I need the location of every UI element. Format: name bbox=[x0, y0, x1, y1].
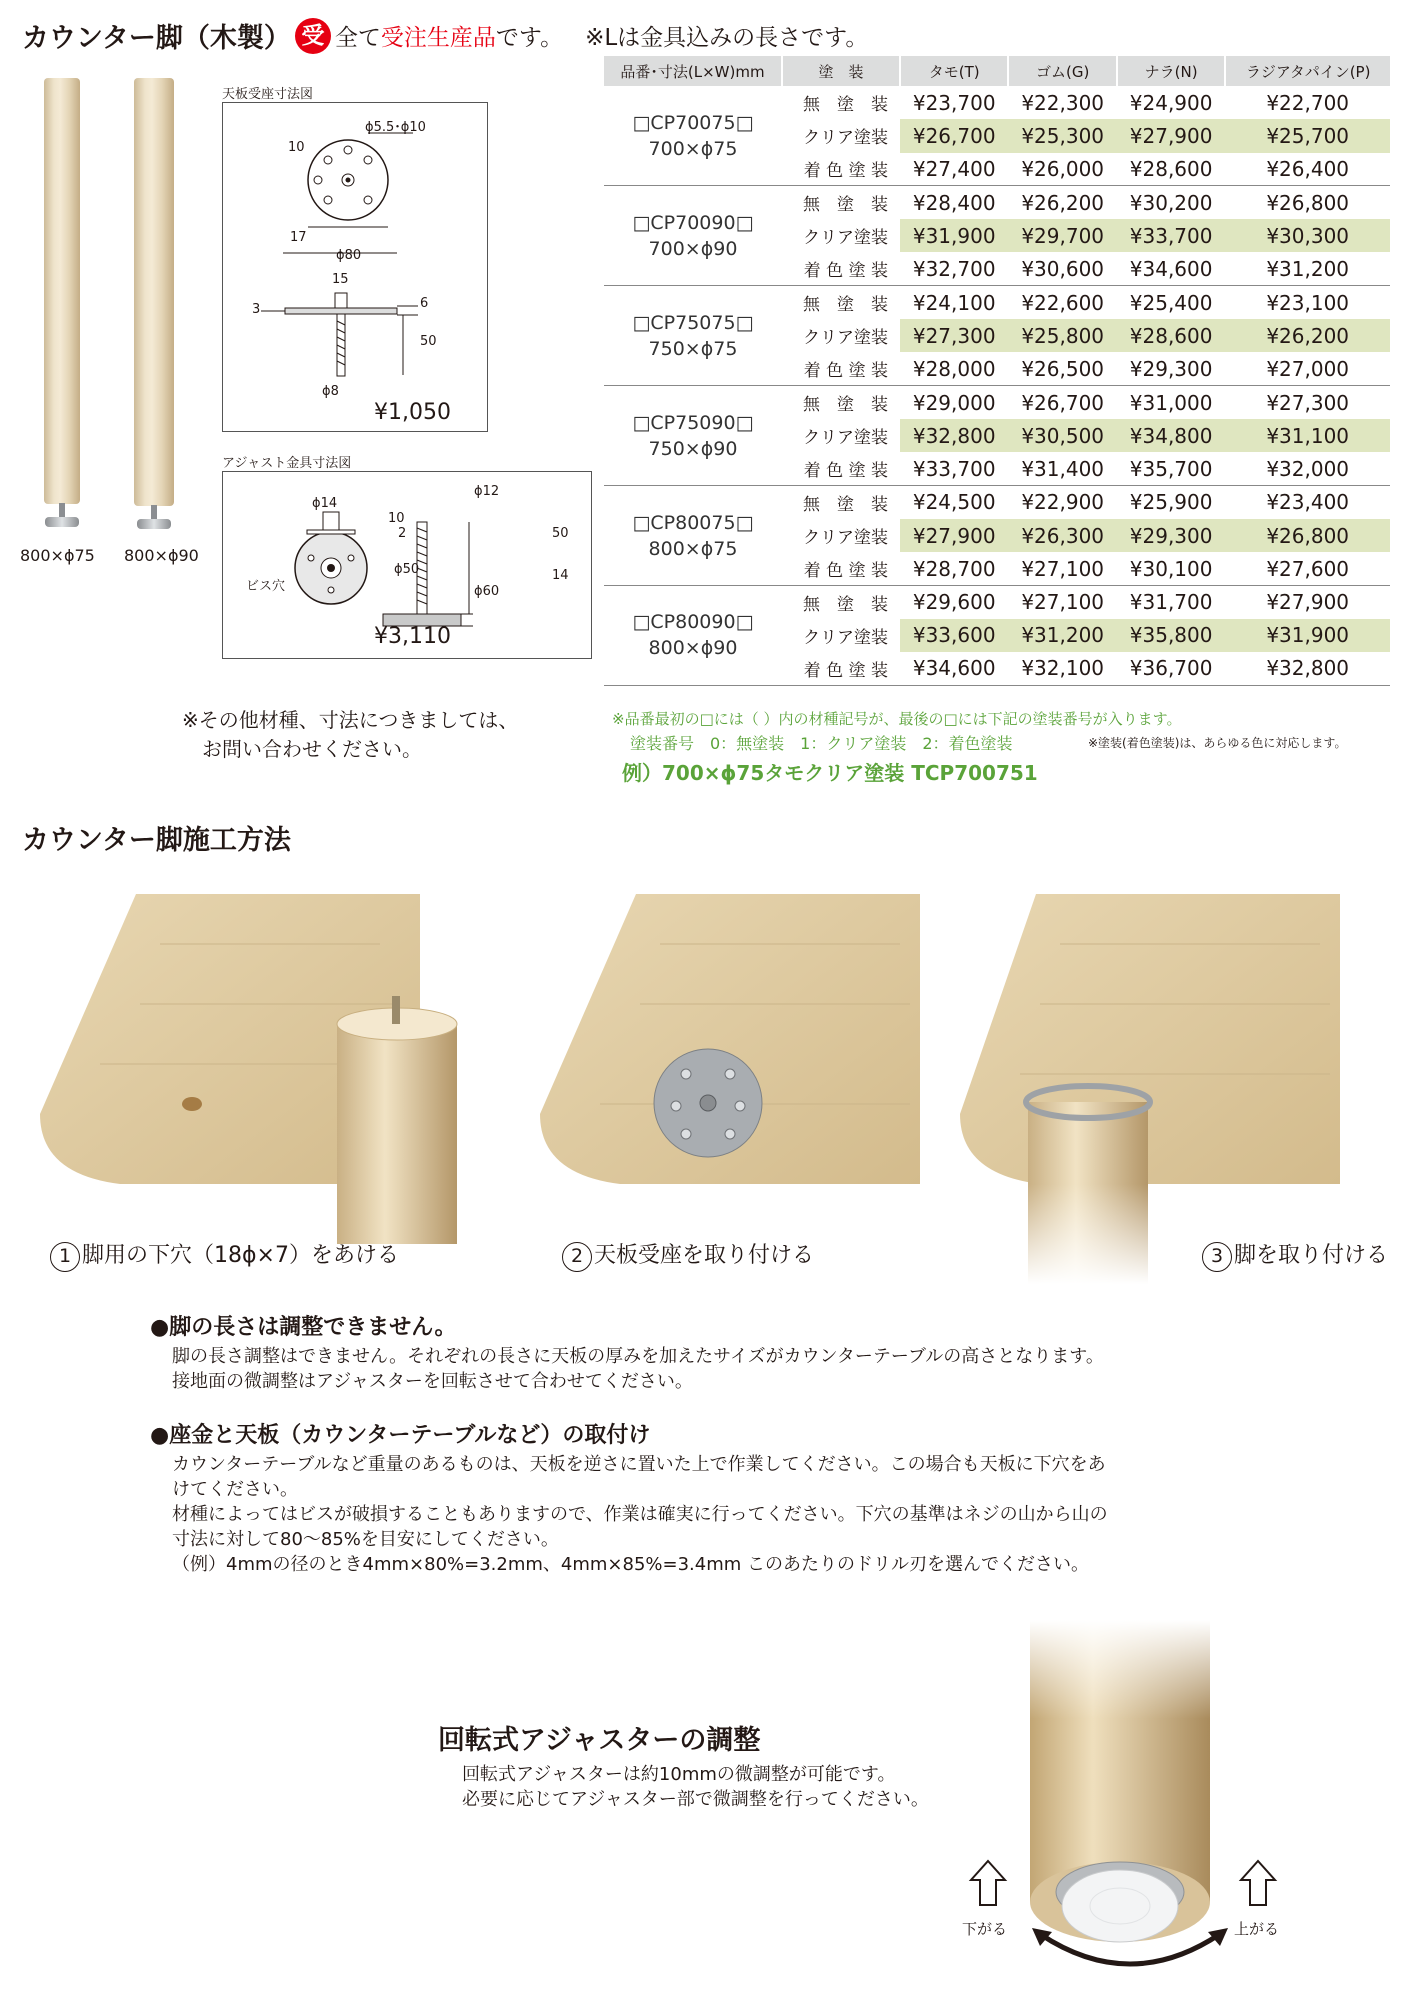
table-row bbox=[604, 286, 1390, 319]
bullet2-body bbox=[172, 1452, 1108, 1577]
price-cell: ¥26,800 bbox=[1225, 519, 1390, 552]
price-cell: ¥28,700 bbox=[900, 552, 1008, 585]
model-code: □CP75075□ bbox=[632, 311, 754, 334]
coating-cell: クリア塗装 bbox=[803, 627, 888, 648]
table-row bbox=[604, 386, 1390, 419]
price-cell: ¥25,300 bbox=[1008, 119, 1116, 152]
arrow-up-icon bbox=[1238, 1858, 1278, 1908]
model-code: □CP70090□ bbox=[632, 211, 754, 234]
price-cell: ¥30,600 bbox=[1008, 252, 1116, 285]
dim-14: 14 bbox=[552, 568, 569, 583]
coating-cell: 着 色 塗 装 bbox=[782, 252, 900, 285]
install-title: カウンター脚施工方法 bbox=[22, 825, 291, 856]
bullet2-line: 材種によってはビスが破損することもありますので、作業は確実に行ってください。下穴の基準はネジの山から山の bbox=[172, 1504, 1108, 1525]
price-cell: ¥23,100 bbox=[1266, 290, 1350, 315]
title-sub-red: 受注生産品 bbox=[380, 25, 496, 51]
step1-caption bbox=[50, 1238, 399, 1272]
price-cell: ¥26,700 bbox=[1021, 390, 1105, 415]
coating-cell: クリア塗装 bbox=[803, 128, 888, 149]
col-header: ラジアタパイン(P) bbox=[1225, 56, 1390, 86]
title-text: カウンター脚（木製） bbox=[22, 23, 291, 54]
price-cell: ¥34,800 bbox=[1117, 419, 1225, 452]
coating-cell: クリア塗装 bbox=[803, 228, 888, 249]
model-cell bbox=[604, 585, 782, 685]
made-to-order-badge: 受 bbox=[295, 18, 331, 54]
price-cell: ¥30,500 bbox=[1008, 419, 1116, 452]
down-label: 下がる bbox=[962, 1920, 1008, 1938]
price-cell: ¥32,000 bbox=[1225, 452, 1390, 485]
price-cell: ¥28,400 bbox=[912, 190, 996, 215]
dim-50b: 50 bbox=[552, 526, 569, 541]
price-cell: ¥30,200 bbox=[1129, 190, 1213, 215]
seat-plate-diagram bbox=[222, 102, 488, 432]
step-number: 2 bbox=[562, 1242, 592, 1272]
dim-phi12: ϕ12 bbox=[474, 484, 500, 499]
coating-cell: 無 塗 装 bbox=[803, 395, 888, 416]
bullet2-line: （例）4mmの径のとき4mm×80%=3.2mm、4mm×85%=3.4mm このあたりのドリル刃を選んでください。 bbox=[172, 1554, 1090, 1575]
adjuster-title: 回転式アジャスターの調整 bbox=[438, 1725, 761, 1756]
rotate-arrow-icon bbox=[1030, 1924, 1230, 1984]
up-label: 上がる bbox=[1234, 1920, 1280, 1938]
table-row bbox=[604, 86, 1390, 119]
price-cell: ¥33,700 bbox=[900, 452, 1008, 485]
price-cell: ¥33,600 bbox=[900, 619, 1008, 652]
coating-cell: 着 色 塗 装 bbox=[782, 352, 900, 385]
model-size: 750×ϕ75 bbox=[648, 337, 738, 360]
adjuster-body bbox=[462, 1762, 929, 1812]
coating-cell: クリア塗装 bbox=[803, 428, 888, 449]
length-note: ※Lは金具込みの長さです。 bbox=[585, 25, 869, 51]
price-cell: ¥30,300 bbox=[1225, 219, 1390, 252]
dim-phi14: ϕ14 bbox=[312, 496, 338, 511]
col-header: ナラ(N) bbox=[1117, 56, 1225, 86]
price-cell: ¥33,700 bbox=[1117, 219, 1225, 252]
price-cell: ¥31,400 bbox=[1008, 452, 1116, 485]
price-cell: ¥25,700 bbox=[1225, 119, 1390, 152]
price-cell: ¥24,500 bbox=[912, 490, 996, 515]
coating-cell: クリア塗装 bbox=[803, 328, 888, 349]
price-cell: ¥28,600 bbox=[1117, 153, 1225, 186]
price-cell: ¥22,300 bbox=[1021, 90, 1105, 115]
dim-15: 15 bbox=[332, 272, 349, 287]
price-cell: ¥26,200 bbox=[1225, 319, 1390, 352]
price-cell: ¥27,900 bbox=[900, 519, 1008, 552]
table-row bbox=[604, 186, 1390, 219]
leg-label-75: 800×ϕ75 bbox=[20, 546, 95, 565]
code-note: ※品番最初の□には（ ）内の材種記号が、最後の□には下記の塗装番号が入ります。 bbox=[612, 710, 1182, 728]
price-cell: ¥29,000 bbox=[912, 390, 996, 415]
model-code: □CP80090□ bbox=[632, 611, 754, 634]
leg-label-90: 800×ϕ90 bbox=[124, 546, 199, 565]
model-code: □CP70075□ bbox=[632, 111, 754, 134]
seat-plate-price: ¥1,050 bbox=[374, 400, 451, 425]
step3-caption bbox=[1202, 1238, 1388, 1272]
price-cell: ¥34,600 bbox=[1117, 252, 1225, 285]
price-cell: ¥27,400 bbox=[900, 153, 1008, 186]
price-cell: ¥27,600 bbox=[1225, 552, 1390, 585]
price-cell: ¥26,300 bbox=[1008, 519, 1116, 552]
model-cell bbox=[604, 86, 782, 186]
price-cell: ¥25,400 bbox=[1129, 290, 1213, 315]
step2-illustration bbox=[540, 884, 920, 1244]
price-cell: ¥31,000 bbox=[1129, 390, 1213, 415]
other-note-line2: お問い合わせください。 bbox=[202, 737, 422, 761]
adjuster-line: 回転式アジャスターは約10mmの微調整が可能です。 bbox=[462, 1764, 896, 1785]
price-cell: ¥34,600 bbox=[900, 652, 1008, 685]
step-number: 1 bbox=[50, 1242, 80, 1272]
price-cell: ¥27,100 bbox=[1008, 552, 1116, 585]
step2-photo bbox=[540, 884, 920, 1244]
price-cell: ¥28,600 bbox=[1117, 319, 1225, 352]
coating-cell: 無 塗 装 bbox=[803, 195, 888, 216]
dim-phi80: ϕ80 bbox=[336, 248, 362, 263]
screw-hole-label: ビス穴 bbox=[246, 579, 286, 594]
adjuster-price: ¥3,110 bbox=[374, 624, 451, 649]
price-cell: ¥27,300 bbox=[1266, 390, 1350, 415]
adjuster-line: 必要に応じてアジャスター部で微調整を行ってください。 bbox=[462, 1789, 929, 1810]
price-cell: ¥26,200 bbox=[1021, 190, 1105, 215]
price-cell: ¥32,100 bbox=[1008, 652, 1116, 685]
title-sub-before: 全て bbox=[334, 25, 381, 51]
price-cell: ¥31,200 bbox=[1008, 619, 1116, 652]
coating-cell: 着 色 塗 装 bbox=[782, 652, 900, 685]
model-code: □CP75090□ bbox=[632, 411, 754, 434]
price-cell: ¥24,900 bbox=[1129, 90, 1213, 115]
model-size: 700×ϕ90 bbox=[648, 237, 738, 260]
price-cell: ¥32,700 bbox=[900, 252, 1008, 285]
price-cell: ¥22,900 bbox=[1021, 490, 1105, 515]
title-sub-after: です。 bbox=[495, 25, 564, 51]
price-cell: ¥27,300 bbox=[900, 319, 1008, 352]
price-cell: ¥23,700 bbox=[912, 90, 996, 115]
step1-illustration bbox=[40, 884, 480, 1244]
price-cell: ¥27,900 bbox=[1117, 119, 1225, 152]
coating-cell: 着 色 塗 装 bbox=[782, 153, 900, 186]
dim-phi55-phi10: ϕ5.5･ϕ10 bbox=[365, 120, 426, 135]
other-note-line1: ※その他材種、寸法につきましては、 bbox=[182, 708, 519, 732]
dim-50: 50 bbox=[420, 334, 437, 349]
price-cell: ¥35,800 bbox=[1117, 619, 1225, 652]
model-cell bbox=[604, 186, 782, 286]
step1-photo bbox=[40, 884, 480, 1244]
dim-10a: 10 bbox=[288, 140, 305, 155]
price-cell: ¥31,200 bbox=[1225, 252, 1390, 285]
price-cell: ¥26,400 bbox=[1225, 153, 1390, 186]
price-cell: ¥23,400 bbox=[1266, 490, 1350, 515]
paint-numbers: 塗装番号 0：無塗装 1：クリア塗装 2：着色塗装 bbox=[630, 734, 1013, 753]
col-header: 塗 装 bbox=[782, 56, 900, 86]
price-cell: ¥35,700 bbox=[1117, 452, 1225, 485]
model-size: 750×ϕ90 bbox=[648, 437, 738, 460]
diagram1-title: 天板受座寸法図 bbox=[222, 87, 314, 102]
table-row bbox=[604, 486, 1390, 519]
coating-cell: 着 色 塗 装 bbox=[782, 452, 900, 485]
price-table bbox=[604, 56, 1390, 686]
coating-cell: 無 塗 装 bbox=[803, 594, 888, 615]
coating-cell: 無 塗 装 bbox=[803, 295, 888, 316]
col-header: ゴム(G) bbox=[1008, 56, 1116, 86]
dim-phi8: ϕ8 bbox=[322, 384, 339, 399]
price-cell: ¥29,700 bbox=[1008, 219, 1116, 252]
coating-cell: 無 塗 装 bbox=[803, 95, 888, 116]
dim-phi60: ϕ60 bbox=[474, 584, 500, 599]
price-cell: ¥36,700 bbox=[1117, 652, 1225, 685]
seat-plate-drawing bbox=[223, 103, 487, 431]
coating-cell: 無 塗 装 bbox=[803, 494, 888, 515]
dim-phi50: ϕ50 bbox=[394, 562, 420, 577]
bullet2-line: カウンターテーブルなど重量のあるものは、天板を逆さに置いた上で作業してください。この場合も天板に下穴をあ bbox=[172, 1454, 1106, 1475]
dim-6: 6 bbox=[420, 296, 429, 311]
bullet2-title: ●座金と天板（カウンターテーブルなど）の取付け bbox=[150, 1423, 651, 1448]
bullet2-line: 寸法に対して80～85%を目安にしてください。 bbox=[172, 1529, 559, 1550]
leg-image-75 bbox=[44, 78, 80, 504]
example-code: 例）700×ϕ75タモクリア塗装 TCP700751 bbox=[622, 761, 1038, 785]
price-cell: ¥27,000 bbox=[1225, 352, 1390, 385]
price-cell: ¥30,100 bbox=[1117, 552, 1225, 585]
bullet2-line: けてください。 bbox=[172, 1479, 298, 1500]
model-cell bbox=[604, 386, 782, 486]
price-cell: ¥31,700 bbox=[1129, 590, 1213, 615]
price-cell: ¥27,900 bbox=[1266, 590, 1350, 615]
price-cell: ¥25,900 bbox=[1129, 490, 1213, 515]
model-size: 800×ϕ90 bbox=[648, 637, 738, 660]
bullet1-line: 接地面の微調整はアジャスターを回転させて合わせてください。 bbox=[172, 1371, 693, 1392]
model-cell bbox=[604, 486, 782, 586]
dim-10b: 10 bbox=[388, 511, 405, 526]
model-size: 700×ϕ75 bbox=[648, 137, 738, 160]
price-cell: ¥31,900 bbox=[900, 219, 1008, 252]
price-cell: ¥27,100 bbox=[1021, 590, 1105, 615]
model-code: □CP80075□ bbox=[632, 511, 754, 534]
price-cell: ¥24,100 bbox=[912, 290, 996, 315]
dim-17: 17 bbox=[290, 230, 307, 245]
step2-caption bbox=[562, 1238, 814, 1272]
price-cell: ¥25,800 bbox=[1008, 319, 1116, 352]
arrow-up-icon bbox=[968, 1858, 1008, 1908]
price-cell: ¥31,900 bbox=[1225, 619, 1390, 652]
price-cell: ¥32,800 bbox=[1225, 652, 1390, 685]
table-row bbox=[604, 585, 1390, 618]
dim-2: 2 bbox=[398, 526, 407, 541]
price-cell: ¥26,800 bbox=[1266, 190, 1350, 215]
bullet1-title: ●脚の長さは調整できません。 bbox=[150, 1315, 457, 1340]
price-cell: ¥29,600 bbox=[912, 590, 996, 615]
price-cell: ¥28,000 bbox=[900, 352, 1008, 385]
leg-foot-disc bbox=[45, 517, 79, 527]
price-cell: ¥26,000 bbox=[1008, 153, 1116, 186]
page-title bbox=[22, 16, 868, 55]
step3-photo bbox=[960, 884, 1400, 1284]
price-cell: ¥32,800 bbox=[900, 419, 1008, 452]
coating-cell: クリア塗装 bbox=[803, 528, 888, 548]
price-cell: ¥26,700 bbox=[900, 119, 1008, 152]
paint-note: ※塗装(着色塗装)は、あらゆる色に対応します。 bbox=[1088, 736, 1347, 750]
diagram2-title: アジャスト金具寸法図 bbox=[222, 456, 352, 471]
dim-3: 3 bbox=[252, 302, 261, 317]
col-header: 品番･寸法(L×W)mm bbox=[604, 56, 782, 86]
price-cell: ¥26,500 bbox=[1008, 352, 1116, 385]
step-text: 脚を取り付ける bbox=[1234, 1243, 1389, 1268]
price-cell: ¥22,700 bbox=[1266, 90, 1350, 115]
leg-foot-disc bbox=[137, 519, 171, 529]
step-text: 脚用の下穴（18ϕ×7）をあける bbox=[82, 1243, 399, 1268]
table-header-row bbox=[604, 56, 1390, 86]
price-cell: ¥31,100 bbox=[1225, 419, 1390, 452]
leg-image-90 bbox=[134, 78, 174, 506]
step3-illustration bbox=[960, 884, 1400, 1284]
model-cell bbox=[604, 286, 782, 386]
price-cell: ¥29,300 bbox=[1117, 519, 1225, 552]
price-cell: ¥29,300 bbox=[1117, 352, 1225, 385]
other-materials-note bbox=[182, 706, 518, 764]
bullet1-body bbox=[172, 1344, 1104, 1394]
coating-cell: 着 色 塗 装 bbox=[782, 552, 900, 585]
col-header: タモ(T) bbox=[900, 56, 1008, 86]
price-cell: ¥22,600 bbox=[1021, 290, 1105, 315]
step-number: 3 bbox=[1202, 1242, 1232, 1272]
step-text: 天板受座を取り付ける bbox=[594, 1243, 815, 1268]
bullet1-line: 脚の長さ調整はできません。それぞれの長さに天板の厚みを加えたサイズがカウンターテーブルの高さとなります。 bbox=[172, 1346, 1104, 1367]
model-size: 800×ϕ75 bbox=[648, 537, 738, 560]
